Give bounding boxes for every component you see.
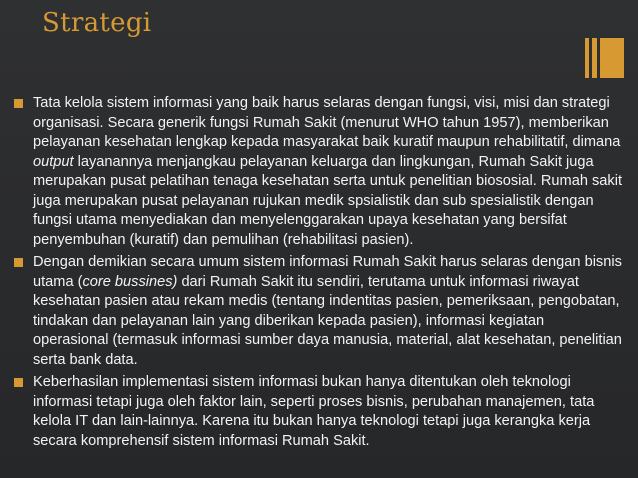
bullet-square-icon [14,258,23,267]
bullet-text [33,94,622,250]
bullet-text-part: Keberhasilan implementasi sistem informasi bukan hanya ditentukan oleh teknologi informasi tetapi juga oleh faktor lain, seperti proses bisnis, perubahan manajemen, tata kelola IT dan lain-lainnya. Karena itu bukan hanya teknologi tetapi juga kerangka kerja secara komprehensif sistem informasi Rumah Sakit. [33,374,595,449]
slide-title: Strategi [42,8,152,38]
decorative-bar [592,38,597,78]
bullet-square-icon [14,378,23,387]
bullet-text-part: dari Rumah Sakit itu sendiri, terutama untuk informasi riwayat kesehatan pasien atau rekam medis (tentang indentitas pasien, pemeriksaan, pengobatan, tindakan dan pelayanan lain yang diberikan kepada pasien), informasi kegiatan operasional (termasuk informasi sumber daya manusia, material, alat kesehatan, penelitian serta bank data. [33,273,622,368]
bullet-text-part: Tata kelola sistem informasi yang baik harus selaras dengan fungsi, visi, misi dan strategi organisasi. Secara generik fungsi Rumah Sakit (menurut WHO tahun 1957), memberikan pelayanan kesehatan lengkap kepada masyarakat baik kuratif maupun rehabilitatif, dimana [33,95,621,150]
bullet-item [12,373,622,451]
bullet-item [12,253,622,370]
bullet-text-italic: output [33,153,74,170]
decorative-bar [585,38,589,78]
bullet-square-icon [14,99,23,108]
bullet-text-part: Dengan demikian secara umum sistem informasi Rumah Sakit harus selaras dengan bisnis utama ( [33,254,622,290]
decorative-bar [600,38,624,78]
bullet-item [12,94,622,250]
bullet-text [33,253,622,370]
bullet-text-italic: core bussines) [82,273,178,290]
bullet-text [33,373,622,451]
bullet-text-part: layanannya menjangkau pelayanan keluarga dan lingkungan, Rumah Sakit juga merupakan pusat pelatihan tenaga kesehatan serta untuk penelitian biososial. Rumah sakit juga merupakan pusat pelayanan rujukan medik spsialistik dan sub spesialistik dengan fungsi utama menyediakan dan menyelenggarakan upaya kesehatan yang bersifat penyembuhan (kuratif) dan pemulihan (rehabilitasi pasien). [33,153,622,248]
slide-content [12,94,622,454]
